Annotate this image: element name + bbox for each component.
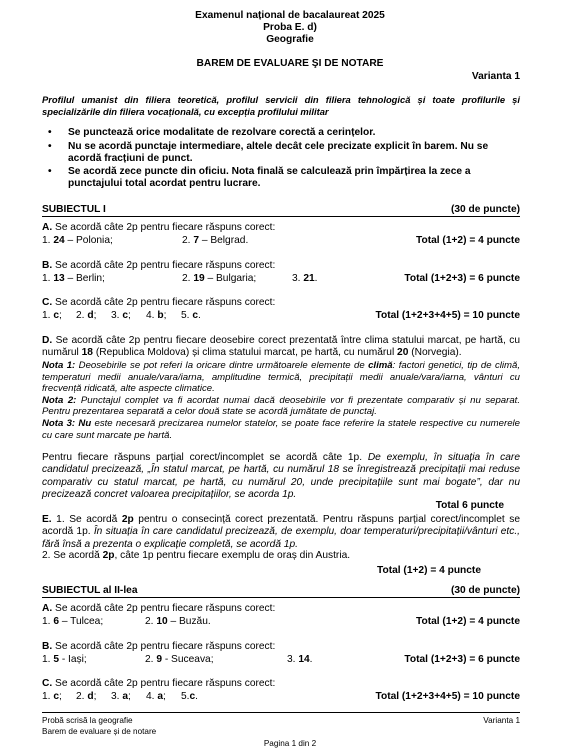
- rule-item: • Nu se acordă punctaje intermediare, altele decât cele precizate explicit în barem. Nu se acordă fracțiuni de punct.: [68, 141, 520, 166]
- section-points: (30 de puncte): [450, 585, 520, 596]
- exam-title: Examenul național de bacalaureat 2025: [195, 10, 385, 21]
- answer-row: 1. 5 - Iași; 2. 9 - Suceava; 3. 14. Total (1+2+3) = 6 puncte: [42, 654, 520, 665]
- footer-divider: [42, 712, 520, 713]
- rule-item: • Se punctează orice modalitate de rezolvare corectă a cerințelor.: [68, 127, 520, 139]
- answer-row: 1. 6 – Tulcea; 2. 10 – Buzău. Total (1+2) = 4 puncte: [42, 616, 520, 627]
- item-total: Total (1+2+3) = 6 puncte: [404, 273, 520, 284]
- item-intro: B. Se acordă câte 2p pentru fiecare răspuns corect:: [42, 641, 276, 652]
- note-block: Nota 1: Deosebirile se pot referi la oricare dintre următoarele elemente de climă: factori genetici, tip de climă, temperaturi medii anuale/vara/iarna, amplitudine termică, precipitații medii anuale/vara/iarna, vânturi cu frecvență ridicată, alte aspecte climatice. Nota 2: Punctajul complet va fi acordat numai dacă deosebirile vor fi prezentate comparativ și nu separat. Pentru prezentarea separată a celor două state se acordă jumătate de punctaj. Nota 3: Nu este necesară precizarea numelor statelor, se poate face referire la statele respective cu numerele cu care sunt marcate pe hartă.: [42, 360, 521, 441]
- item-intro: B. Se acordă câte 2p pentru fiecare răspuns corect:: [42, 260, 276, 271]
- variant-label: Varianta 1: [471, 71, 520, 82]
- footer-left-1: Probă scrisă la geografie: [42, 716, 133, 725]
- footer-left-2: Barem de evaluare și de notare: [42, 727, 157, 736]
- item-e-text: E. 1. Se acordă 2p pentru o consecință corect prezentată. Pentru răspuns parțial corect/incomplet se acordă 1p. În situația în care candidatul precizează, de exemplu, doar temperaturi/precipitații/vânturi etc., fără însă a prezenta o explicație completă, se acordă 1p.: [42, 514, 520, 550]
- answer-row: 1. c; 2. d; 3. a; 4. a; 5.c. Total (1+2+3+4+5) = 10 puncte: [42, 691, 520, 702]
- item-total: Total (1+2) = 4 puncte: [416, 616, 520, 627]
- answer-row: 1. 13 – Berlin; 2. 19 – Bulgaria; 3. 21. Total (1+2+3) = 6 puncte: [42, 273, 520, 284]
- profile-text: Profilul umanist din filiera teoretică, profilul servicii din filiera tehnologică și toate profilurile și specializările din filiera vocațională, cu excepția profilului militar: [42, 94, 520, 117]
- answer-row: 1. 24 – Polonia; 2. 7 – Belgrad. Total (1+2) = 4 puncte: [42, 235, 520, 246]
- footer-variant: Varianta 1: [483, 716, 520, 725]
- item-total: Total (1+2) = 4 puncte: [377, 565, 481, 576]
- barem-title: BAREM DE EVALUARE ŞI DE NOTARE: [196, 58, 384, 69]
- item-d-text: D. Se acordă câte 2p pentru fiecare deosebire corect prezentată între clima statului marcat, pe hartă, cu numărul 18 (Republica Moldova) și clima statului marcat, pe hartă, cu numărul 20 (Norvegia).: [42, 335, 520, 359]
- item-intro: C. Se acordă câte 2p pentru fiecare răspuns corect:: [42, 297, 276, 308]
- section-header: [42, 585, 520, 598]
- item-intro: A. Se acordă câte 2p pentru fiecare răspuns corect:: [42, 603, 276, 614]
- exam-subtitle: Proba E. d): [263, 22, 317, 33]
- section-points: (30 de puncte): [450, 204, 520, 215]
- section-title: SUBIECTUL I: [42, 204, 106, 215]
- item-total: Total 6 puncte: [435, 500, 504, 511]
- item-total: Total (1+2+3+4+5) = 10 puncte: [375, 310, 520, 321]
- answer-row: 1. c; 2. d; 3. c; 4. b; 5. c. Total (1+2+3+4+5) = 10 puncte: [42, 310, 520, 321]
- exam-subject: Geografie: [266, 34, 314, 45]
- section-title: SUBIECTUL al II-lea: [42, 585, 138, 596]
- item-total: Total (1+2+3) = 6 puncte: [404, 654, 520, 665]
- item-total: Total (1+2) = 4 puncte: [416, 235, 520, 246]
- partial-credit-text: Pentru fiecare răspuns parțial corect/incomplet se acordă câte 1p. De exemplu, în situația în care candidatul precizează, „În statul marcat, pe hartă, cu numărul 18 se înregistrează precipitații mai reduse comparativ cu statul marcat, pe hartă, cu numărul 20, unde precipitațiile sunt mai bogate”, dar nu precizează concret valoarea precipitațiilor, se acorda 1p.: [42, 452, 520, 501]
- section-header: [42, 204, 520, 217]
- rule-item: • Se acordă zece puncte din oficiu. Nota finală se calculează prin împărțirea la zece a punctajului total acordat pentru lucrare.: [68, 166, 520, 191]
- item-e-2: 2. Se acordă 2p, câte 1p pentru fiecare exemplu de oraș din Austria.: [42, 550, 351, 561]
- item-intro: A. Se acordă câte 2p pentru fiecare răspuns corect:: [42, 222, 276, 233]
- item-total: Total (1+2+3+4+5) = 10 puncte: [375, 691, 520, 702]
- item-intro: C. Se acordă câte 2p pentru fiecare răspuns corect:: [42, 678, 276, 689]
- page-number: Pagina 1 din 2: [263, 739, 317, 748]
